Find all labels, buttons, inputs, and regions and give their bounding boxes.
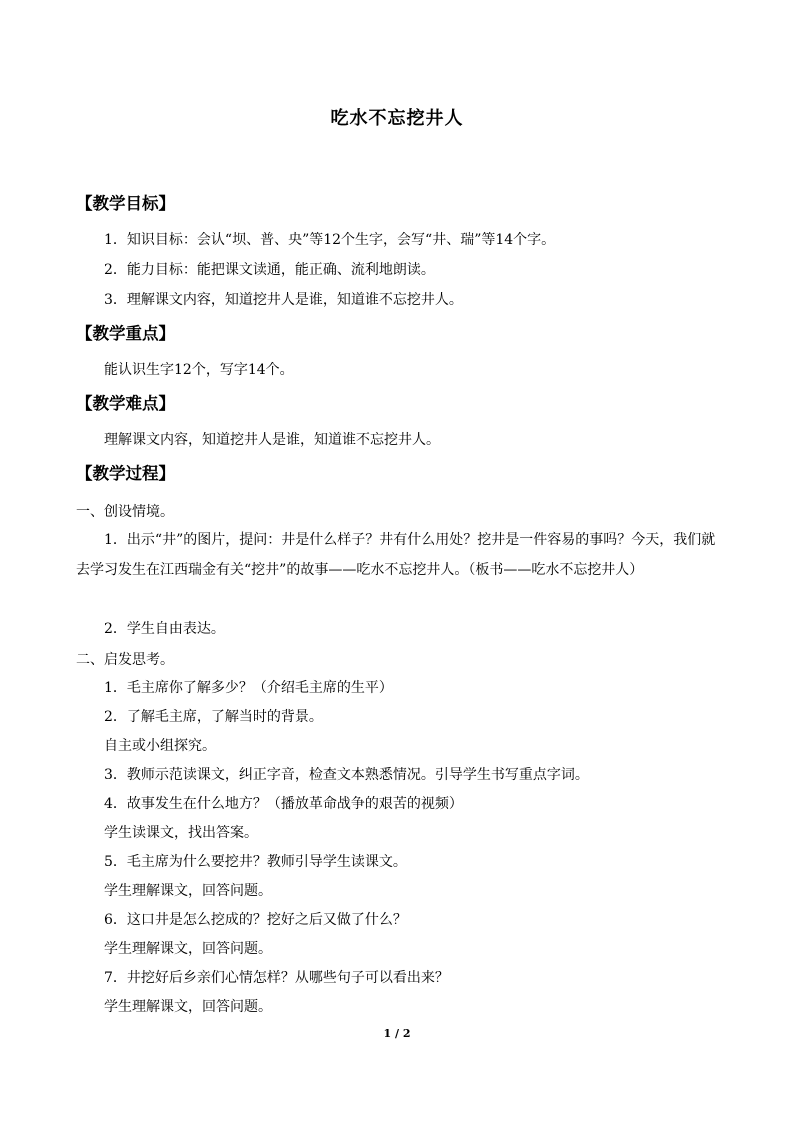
- objectives-heading: 【教学目标】: [76, 194, 175, 213]
- process-line: 3．教师示范读课文，纠正字音，检查文本熟悉情况。引导学生书写重点字词。: [104, 767, 589, 783]
- process-line: 6．这口井是怎么挖成的？挖好之后又做了什么？: [104, 912, 407, 928]
- process-line: 7．井挖好后乡亲们心情怎样？从哪些句子可以看出来？: [104, 970, 449, 986]
- objective-item: 2．能力目标：能把课文读通，能正确、流利地朗读。: [104, 262, 435, 278]
- key-points-heading: 【教学重点】: [76, 324, 175, 343]
- process-paragraph: 1．出示“井”的图片，提问：井是什么样子？井有什么用处？挖井是一件容易的事吗？今天，我们就去学习发生在江西瑞金有关“挖井”的故事——吃水不忘挖井人。（板书——吃水不忘挖井人）: [76, 532, 716, 578]
- objective-item: 3．理解课文内容，知道挖井人是谁，知道谁不忘挖井人。: [104, 292, 463, 308]
- process-line: 自主或小组探究。: [104, 738, 216, 754]
- process-line: 5．毛主席为什么要挖井？教师引导学生读课文。: [104, 854, 407, 870]
- key-points-text: 能认识生字12个，写字14个。: [104, 362, 294, 378]
- process-heading: 【教学过程】: [76, 464, 175, 483]
- process-part-title: 二、启发思考。: [76, 652, 174, 668]
- objective-item: 1．知识目标：会认“坝、普、央”等12个生字，会写“井、瑞”等14个字。: [104, 232, 556, 248]
- process-line: 学生理解课文，回答问题。: [104, 941, 272, 957]
- process-line: 学生理解课文，回答问题。: [104, 999, 272, 1015]
- process-line: 学生理解课文，回答问题。: [104, 883, 272, 899]
- page-number: 1 / 2: [383, 1027, 411, 1040]
- process-part-title: 一、创设情境。: [76, 504, 174, 520]
- process-line: 1．毛主席你了解多少？（介绍毛主席的生平）: [104, 680, 393, 696]
- process-line: 2．了解毛主席，了解当时的背景。: [104, 709, 323, 725]
- document-title: 吃水不忘挖井人: [330, 108, 464, 129]
- process-line: 4．故事发生在什么地方？（播放革命战争的艰苦的视频）: [104, 796, 463, 812]
- difficulties-text: 理解课文内容，知道挖井人是谁，知道谁不忘挖井人。: [104, 432, 440, 448]
- process-line: 2．学生自由表达。: [104, 621, 225, 637]
- difficulties-heading: 【教学难点】: [76, 394, 175, 413]
- process-line: 学生读课文，找出答案。: [104, 825, 258, 841]
